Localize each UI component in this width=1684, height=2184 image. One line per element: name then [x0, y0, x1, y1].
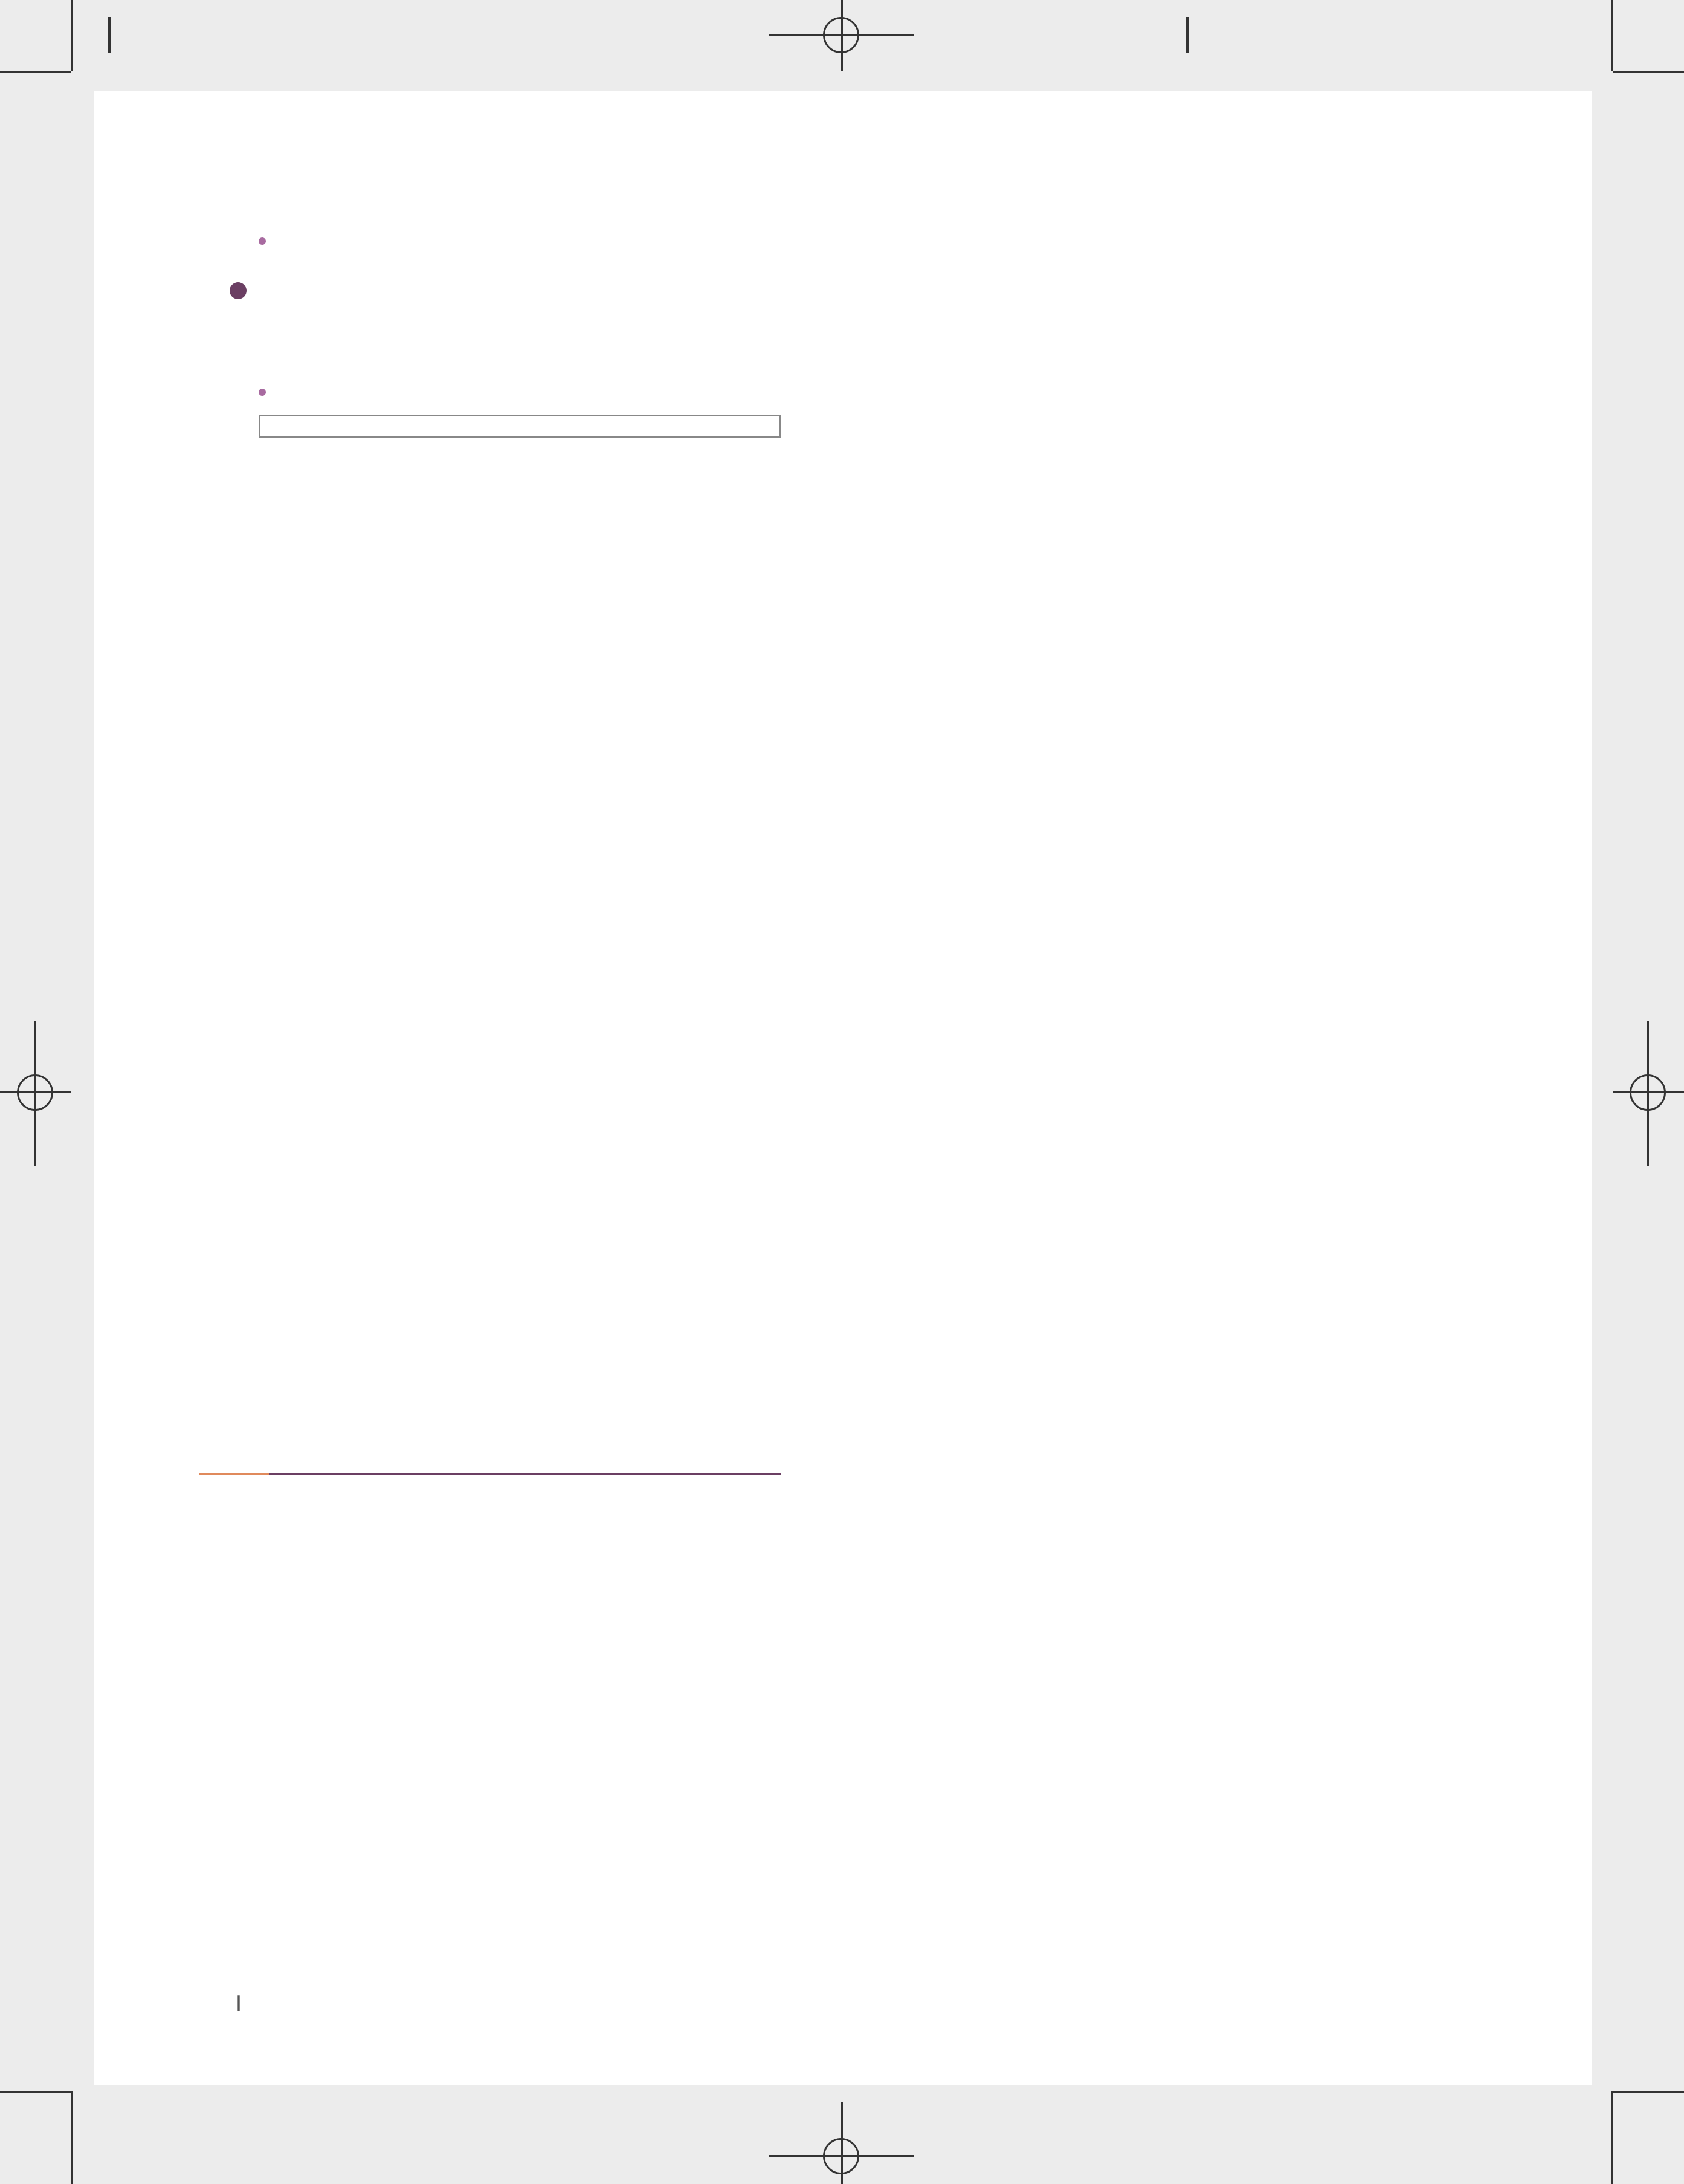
question-3 — [230, 277, 781, 410]
left-column — [230, 192, 781, 450]
bullet-icon — [259, 237, 266, 245]
participle-adjective-box — [259, 415, 781, 438]
registration-line — [1647, 1021, 1649, 1166]
color-swatch-bar — [1186, 17, 1189, 53]
section-header-point-exercise — [199, 1408, 781, 1475]
crop-mark — [1613, 2091, 1684, 2093]
title-underline-accent — [199, 1473, 269, 1475]
participle-adjective-box-wrap — [230, 415, 781, 438]
registration-line — [841, 0, 843, 71]
page-footer: I — [236, 1992, 242, 2016]
registration-line — [34, 1021, 36, 1166]
registration-line — [841, 2102, 843, 2184]
question-number-badge — [230, 282, 247, 299]
left-exercises — [199, 1487, 781, 1703]
crop-mark — [1613, 71, 1684, 73]
question-01 — [199, 1487, 781, 1586]
registration-line — [0, 1091, 71, 1093]
crop-mark — [1611, 0, 1613, 71]
bullet-icon — [259, 389, 266, 396]
question-02 — [199, 1604, 781, 1703]
intro-translation — [230, 192, 781, 225]
gray-swatch-bar — [108, 17, 111, 53]
crop-mark — [71, 0, 73, 71]
crop-mark — [71, 2091, 73, 2184]
crop-mark — [1611, 2091, 1613, 2184]
intro-vocab — [230, 225, 781, 259]
crop-mark — [0, 2091, 71, 2093]
crop-mark — [0, 71, 71, 73]
